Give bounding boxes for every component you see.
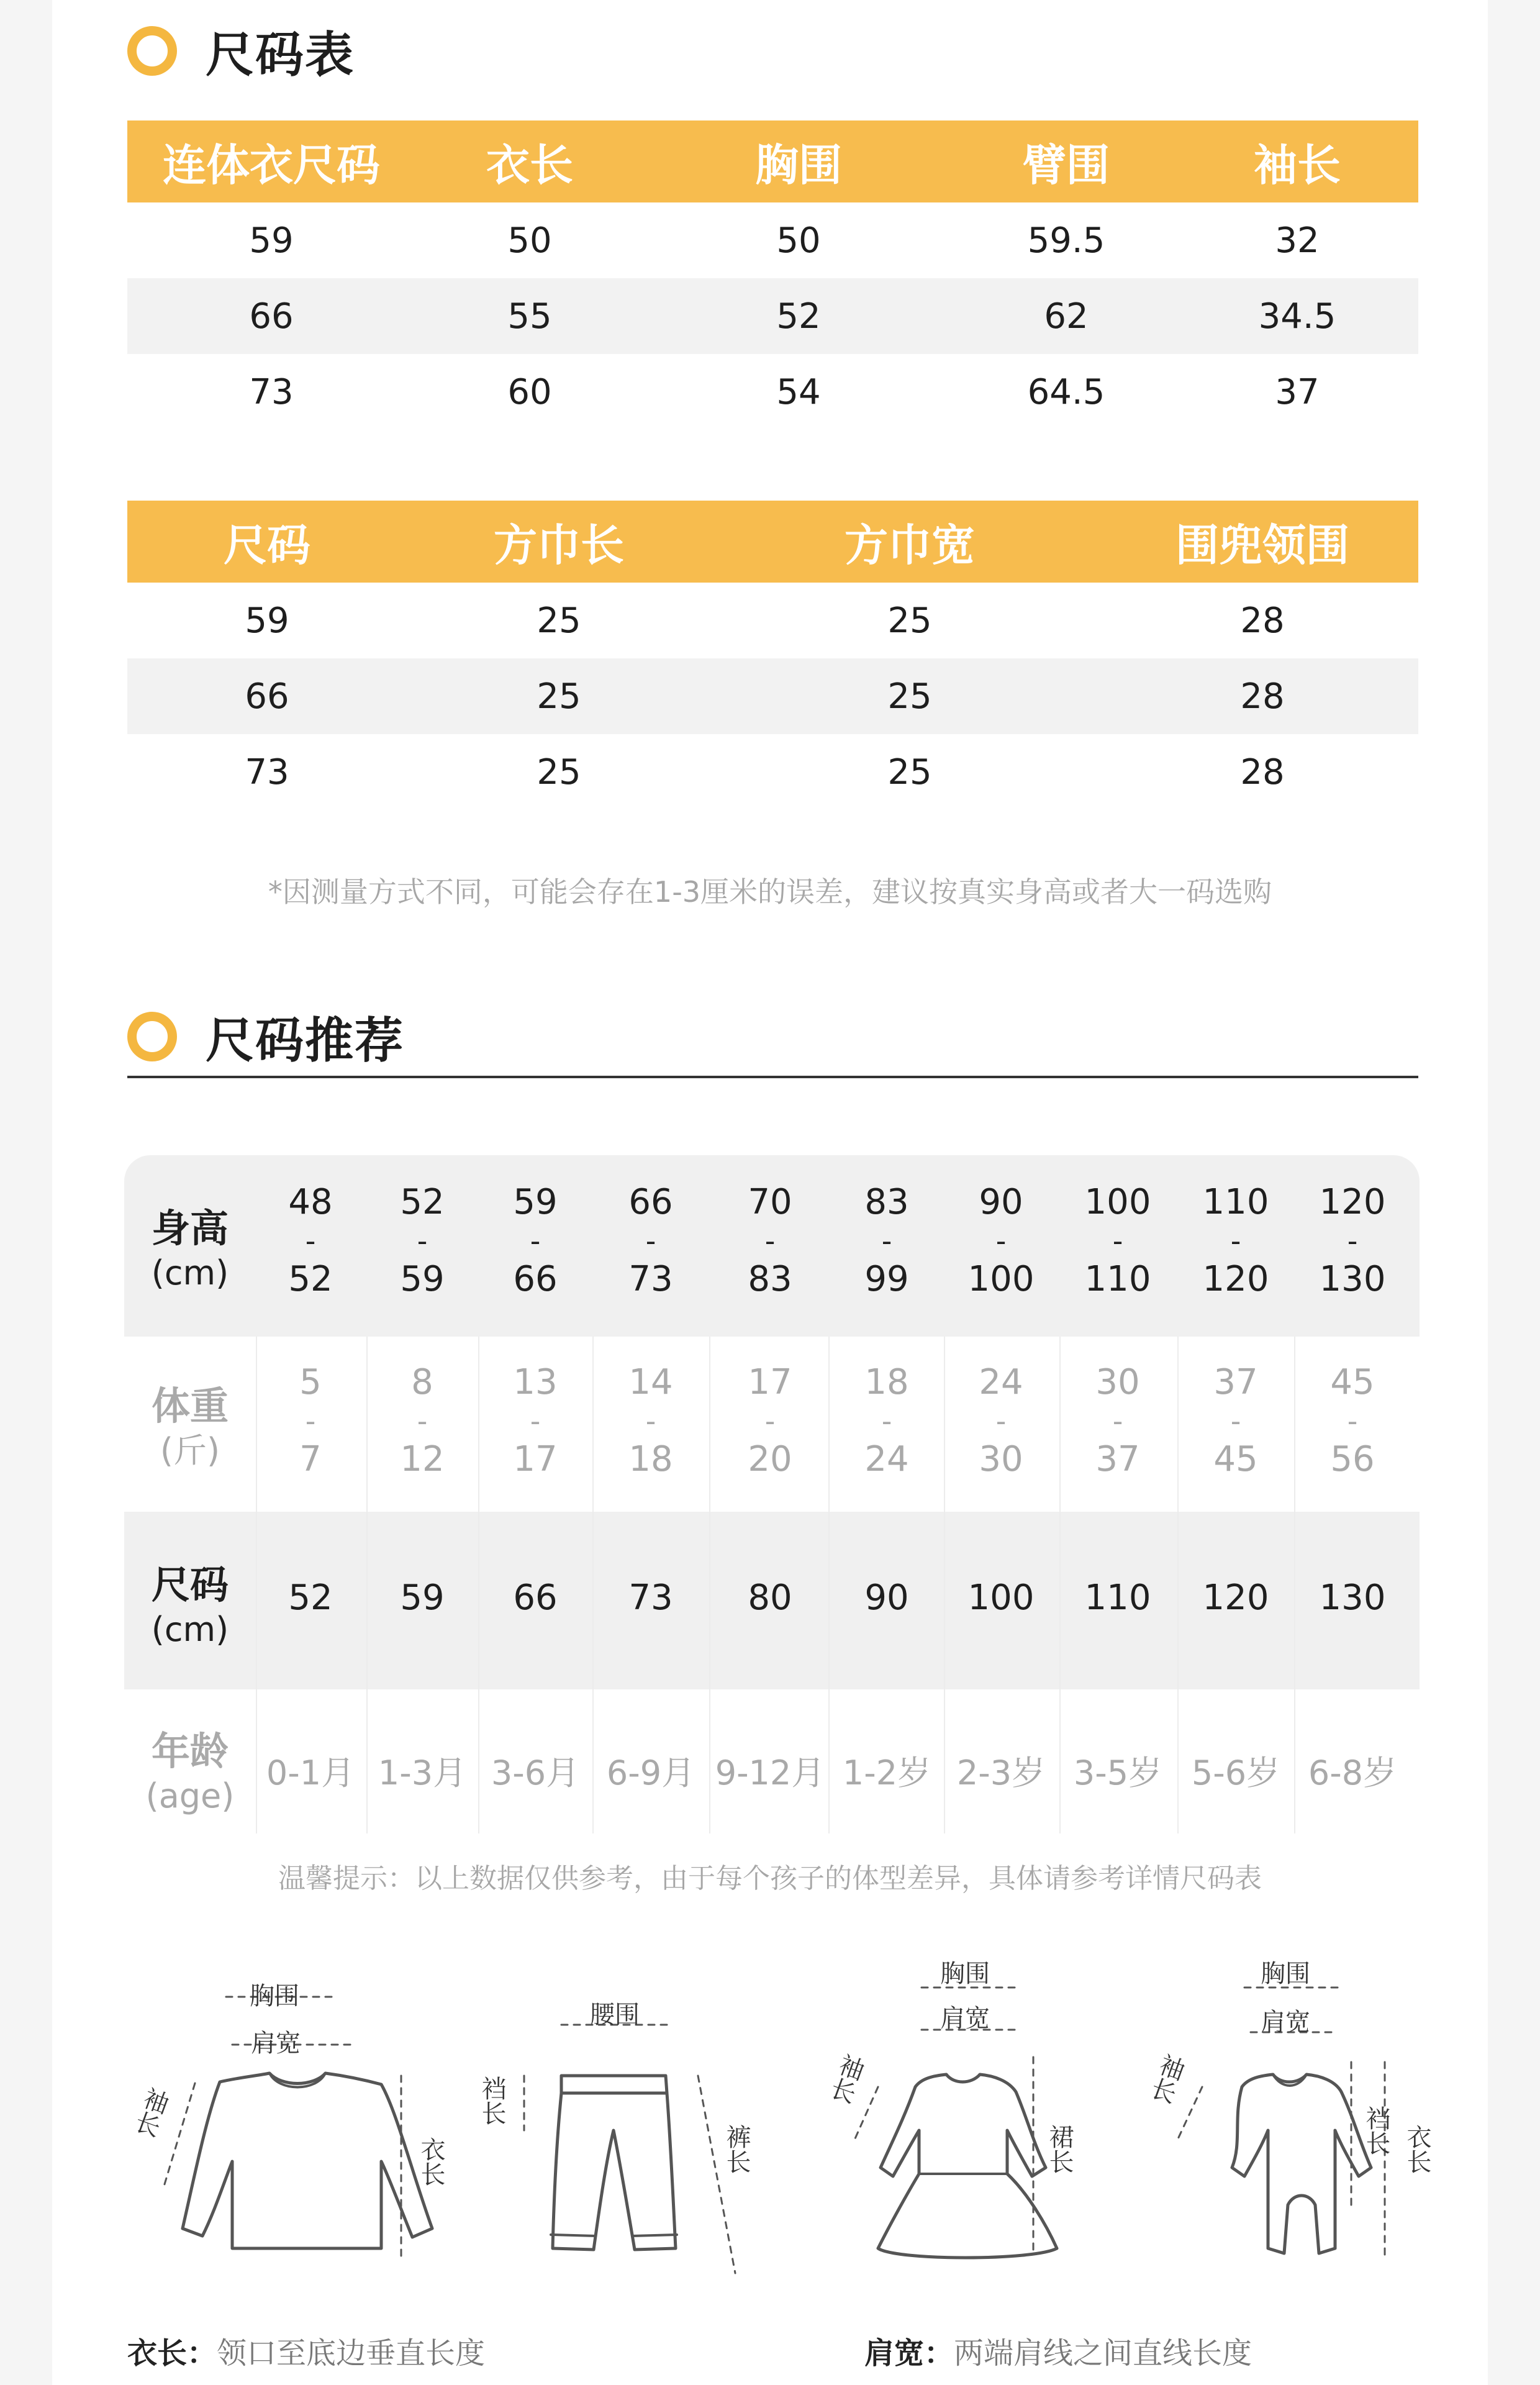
table-header-row — [127, 501, 1418, 583]
table-row — [127, 658, 1418, 734]
weight-max: 20 — [748, 1439, 792, 1479]
height-dash: - — [530, 1224, 541, 1258]
size-label-text: 尺码 — [151, 1562, 229, 1607]
footer-shoulder-def — [864, 2329, 1252, 2372]
table-cell: 73 — [245, 752, 289, 793]
weight-min: 13 — [513, 1362, 558, 1402]
weight-min: 17 — [748, 1362, 792, 1402]
height-cell — [1085, 1180, 1151, 1302]
height-min: 100 — [1084, 1182, 1151, 1222]
pants-leg-label: 裤长 — [722, 2124, 751, 2174]
height-max: 66 — [513, 1259, 558, 1299]
height-cell — [748, 1180, 792, 1302]
table-cell: 62 — [1044, 296, 1089, 337]
table-cell: 55 — [507, 296, 552, 337]
height-cell — [1320, 1180, 1386, 1302]
column-divider — [1177, 1337, 1179, 1833]
table-cell: 50 — [776, 220, 821, 261]
height-max: 110 — [1084, 1259, 1151, 1299]
age-label-text: 年龄 — [151, 1729, 229, 1774]
table-cell: 25 — [887, 752, 932, 793]
weight-max: 18 — [628, 1439, 673, 1479]
weight-min: 45 — [1330, 1362, 1375, 1402]
weight-min: 24 — [979, 1362, 1023, 1402]
weight-dash: - — [1112, 1404, 1123, 1438]
table-cell: 60 — [507, 371, 552, 412]
height-max: 100 — [967, 1259, 1035, 1299]
shoulder-term: 肩宽： — [864, 2336, 954, 2371]
table-cell: 73 — [249, 371, 294, 412]
romper-size-table — [127, 120, 1418, 430]
column-divider — [478, 1337, 479, 1833]
weight-min: 37 — [1213, 1362, 1258, 1402]
weight-cell — [513, 1360, 557, 1482]
height-max: 130 — [1319, 1259, 1386, 1299]
size-cell: 100 — [967, 1578, 1035, 1618]
age-cell: 2-3岁 — [956, 1753, 1046, 1792]
pants-rise-label: 裆长 — [478, 2076, 506, 2125]
table-cell: 52 — [776, 296, 821, 337]
romper-shoulder-label: 肩宽 — [1261, 2008, 1310, 2037]
top-length-label: 衣长 — [417, 2137, 445, 2186]
table-header-cell: 围兜领围 — [1175, 519, 1349, 571]
column-divider — [366, 1337, 368, 1833]
weight-max: 12 — [400, 1439, 445, 1479]
dress-sleeve-label: 袖长 — [823, 2050, 868, 2107]
age-cell: 3-5岁 — [1073, 1753, 1162, 1792]
weight-dash: - — [417, 1404, 428, 1438]
size-cell: 90 — [864, 1578, 909, 1618]
size-chart-page — [52, 0, 1488, 2385]
weight-label — [124, 1381, 256, 1471]
romper-rise-label: 裆长 — [1362, 2106, 1390, 2155]
measurement-note: *因测量方式不同，可能会存在1-3厘米的误差，建议按真实身高或者大一码选购 — [268, 875, 1272, 909]
height-min: 59 — [513, 1182, 558, 1222]
table-row — [127, 202, 1418, 278]
weight-max: 30 — [979, 1439, 1023, 1479]
height-cell — [1203, 1180, 1269, 1302]
size-recommend-table — [124, 1155, 1420, 1833]
table-cell: 28 — [1240, 752, 1285, 793]
table-header-row — [127, 120, 1418, 202]
weight-min: 18 — [864, 1362, 909, 1402]
top-shoulder-label: 肩宽 — [251, 2029, 301, 2058]
height-max: 99 — [864, 1259, 909, 1299]
table-header-cell: 臂围 — [1023, 139, 1110, 191]
size-cell: 59 — [400, 1578, 445, 1618]
height-dash: - — [1230, 1224, 1241, 1258]
weight-unit: (斤) — [160, 1431, 220, 1470]
table-cell: 50 — [507, 220, 552, 261]
table-header-cell: 方巾长 — [494, 519, 624, 571]
height-dash: - — [764, 1224, 776, 1258]
dress-chest-label: 胸围 — [940, 1960, 990, 1988]
weight-cell — [748, 1360, 792, 1482]
height-min: 66 — [628, 1182, 673, 1222]
dress-skirt-label: 裙长 — [1045, 2124, 1074, 2174]
romper-chest-label: 胸围 — [1261, 1960, 1310, 1988]
table-cell: 59 — [249, 220, 294, 261]
table-cell: 59 — [245, 600, 289, 641]
height-cell — [628, 1180, 673, 1302]
romper-length-label: 衣长 — [1403, 2124, 1431, 2174]
height-min: 48 — [288, 1182, 333, 1222]
height-dash: - — [995, 1224, 1007, 1258]
table-cell: 28 — [1240, 676, 1285, 717]
top-sleeve-label: 袖长 — [128, 2083, 173, 2140]
weight-min: 8 — [411, 1362, 433, 1402]
age-cell: 5-6岁 — [1191, 1753, 1280, 1792]
recommend-title: 尺码推荐 — [206, 1013, 405, 1069]
age-cell: 0-1月 — [266, 1753, 355, 1792]
weight-max: 17 — [513, 1439, 558, 1479]
column-divider — [1294, 1337, 1295, 1833]
table-cell: 25 — [537, 752, 581, 793]
age-unit: (age) — [145, 1776, 235, 1815]
weight-dash: - — [530, 1404, 541, 1438]
footer-length-def — [127, 2329, 485, 2372]
height-dash: - — [417, 1224, 428, 1258]
age-cell: 6-9月 — [606, 1753, 695, 1792]
table-cell: 25 — [887, 676, 932, 717]
size-cell: 80 — [748, 1578, 792, 1618]
height-dash: - — [881, 1224, 892, 1258]
table-cell: 66 — [249, 296, 294, 337]
table-cell: 54 — [776, 371, 821, 412]
age-cell: 1-2岁 — [842, 1753, 931, 1792]
table-cell: 32 — [1275, 220, 1320, 261]
height-min: 70 — [748, 1182, 792, 1222]
height-cell — [400, 1180, 444, 1302]
table-cell: 34.5 — [1258, 296, 1336, 337]
recommend-header — [127, 1002, 404, 1071]
weight-min: 30 — [1095, 1362, 1140, 1402]
weight-dash: - — [1230, 1404, 1241, 1438]
height-min: 90 — [979, 1182, 1023, 1222]
height-min: 52 — [400, 1182, 445, 1222]
length-desc: 领口至底边垂直长度 — [217, 2336, 486, 2371]
table-header-cell: 胸围 — [755, 139, 842, 191]
ring-icon — [127, 26, 177, 76]
size-cell: 120 — [1202, 1578, 1269, 1618]
ring-icon — [127, 1012, 177, 1061]
weight-max: 24 — [864, 1439, 909, 1479]
table-header-cell: 方巾宽 — [845, 519, 975, 571]
size-cell: 110 — [1084, 1578, 1151, 1618]
height-cell — [864, 1180, 908, 1302]
table-cell: 25 — [887, 600, 932, 641]
age-cell: 3-6月 — [491, 1753, 580, 1792]
age-label — [124, 1727, 256, 1816]
height-dash: - — [1347, 1224, 1358, 1258]
age-cell: 9-12月 — [715, 1753, 825, 1792]
table-cell: 28 — [1240, 600, 1285, 641]
table-cell: 25 — [537, 600, 581, 641]
table-cell: 64.5 — [1027, 371, 1105, 412]
weight-dash: - — [995, 1404, 1007, 1438]
romper-sleeve-label: 袖长 — [1144, 2050, 1189, 2107]
height-cell — [968, 1180, 1035, 1302]
weight-dash: - — [645, 1404, 656, 1438]
size-chart-title: 尺码表 — [206, 27, 355, 83]
column-divider — [709, 1337, 710, 1833]
height-dash: - — [305, 1224, 316, 1258]
weight-cell — [864, 1360, 908, 1482]
pants-diagram — [524, 2025, 735, 2273]
weight-min: 5 — [299, 1362, 322, 1402]
top-chest-label: 胸围 — [250, 1982, 299, 2010]
size-cell: 66 — [513, 1578, 558, 1618]
height-dash: - — [1112, 1224, 1123, 1258]
weight-max: 56 — [1330, 1439, 1375, 1479]
height-min: 120 — [1319, 1182, 1386, 1222]
table-header-cell: 衣长 — [486, 139, 573, 191]
column-divider — [592, 1337, 594, 1833]
table-cell: 25 — [537, 676, 581, 717]
recommend-tip: 温馨提示：以上数据仅供参考，由于每个孩子的体型差异，具体请参考详情尺码表 — [278, 1863, 1262, 1894]
dress-shoulder-label: 肩宽 — [940, 2004, 990, 2033]
column-divider — [944, 1337, 945, 1833]
weight-cell — [1330, 1360, 1374, 1482]
weight-cell — [299, 1360, 322, 1482]
size-label — [124, 1560, 256, 1650]
weight-cell — [400, 1360, 444, 1482]
measurement-diagrams — [52, 1938, 1488, 2298]
table-header-cell: 尺码 — [224, 519, 310, 571]
size-cell: 73 — [628, 1578, 673, 1618]
size-cell: 130 — [1319, 1578, 1386, 1618]
height-label-text: 身高 — [151, 1206, 229, 1251]
table-row — [127, 278, 1418, 354]
height-max: 73 — [628, 1259, 673, 1299]
accessory-size-table — [127, 501, 1418, 810]
weight-cell — [1095, 1360, 1139, 1482]
weight-cell — [628, 1360, 673, 1482]
table-row — [127, 354, 1418, 430]
weight-dash: - — [881, 1404, 892, 1438]
weight-cell — [1213, 1360, 1257, 1482]
height-min: 110 — [1202, 1182, 1269, 1222]
size-cell: 52 — [288, 1578, 333, 1618]
column-divider — [1059, 1337, 1061, 1833]
table-header-cell: 袖长 — [1254, 139, 1341, 191]
shoulder-desc: 两端肩线之间直线长度 — [954, 2336, 1252, 2371]
weight-label-text: 体重 — [151, 1383, 229, 1429]
height-max: 52 — [288, 1259, 333, 1299]
weight-max: 45 — [1213, 1439, 1258, 1479]
weight-dash: - — [1347, 1404, 1358, 1438]
table-row — [127, 734, 1418, 810]
section-divider — [127, 1076, 1418, 1078]
height-unit: (cm) — [151, 1253, 229, 1292]
pants-waist-label: 腰围 — [590, 2001, 640, 2029]
size-chart-header — [127, 16, 355, 86]
height-dash: - — [645, 1224, 656, 1258]
height-max: 83 — [748, 1259, 792, 1299]
weight-dash: - — [764, 1404, 776, 1438]
age-cell: 1-3月 — [378, 1753, 467, 1792]
length-term: 衣长： — [127, 2336, 217, 2371]
table-cell: 66 — [245, 676, 289, 717]
table-row — [127, 583, 1418, 658]
table-cell: 37 — [1275, 371, 1320, 412]
column-divider — [256, 1337, 257, 1833]
table-cell: 59.5 — [1027, 220, 1105, 261]
height-cell — [288, 1180, 332, 1302]
weight-min: 14 — [628, 1362, 673, 1402]
weight-dash: - — [305, 1404, 316, 1438]
height-cell — [513, 1180, 557, 1302]
size-unit: (cm) — [151, 1610, 229, 1649]
age-cell: 6-8岁 — [1308, 1753, 1397, 1792]
height-min: 83 — [864, 1182, 909, 1222]
height-max: 120 — [1202, 1259, 1269, 1299]
weight-max: 37 — [1095, 1439, 1140, 1479]
weight-cell — [979, 1360, 1023, 1482]
height-max: 59 — [400, 1259, 445, 1299]
table-header-cell: 连体衣尺码 — [163, 139, 380, 191]
column-divider — [828, 1337, 830, 1833]
weight-max: 7 — [299, 1439, 322, 1479]
height-label — [124, 1204, 256, 1293]
